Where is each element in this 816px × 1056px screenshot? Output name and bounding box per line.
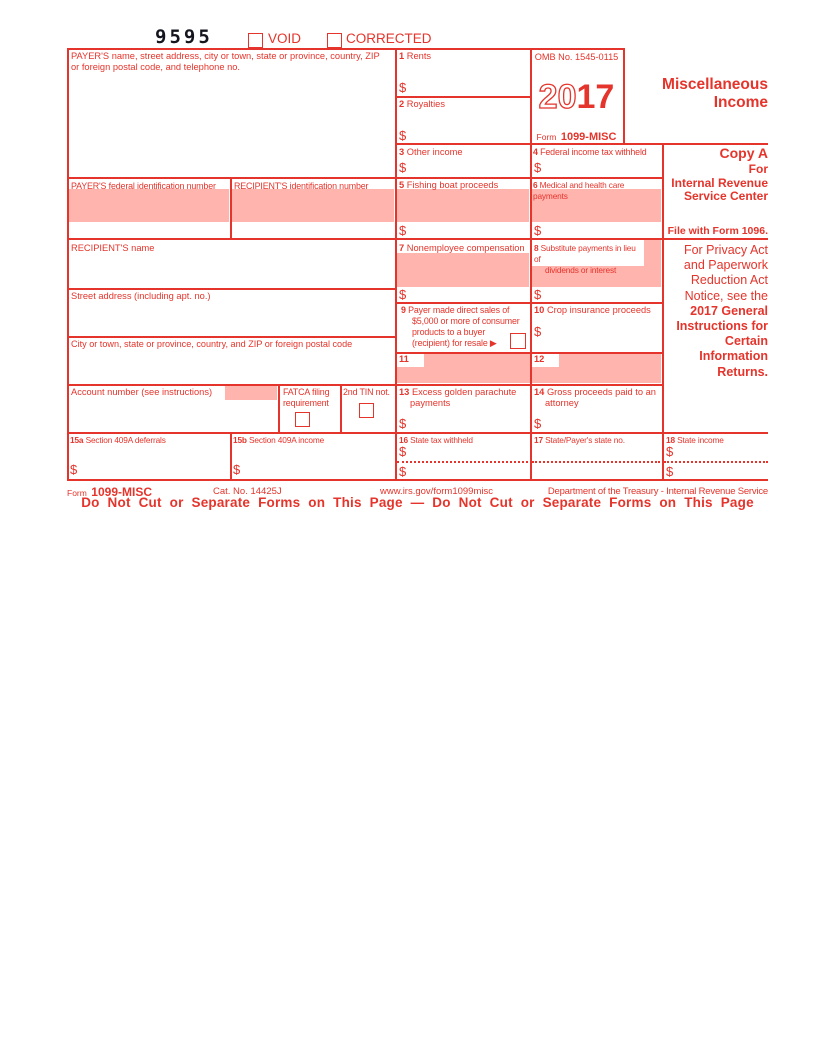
box13-dollar: $ (399, 416, 407, 431)
fatca-label-line1: FATCA filing (283, 387, 330, 397)
catalog-number: Cat. No. 14425J (213, 486, 282, 497)
privacy-bold-line5: Returns. (717, 364, 768, 379)
fatca-label (283, 387, 329, 409)
box14-text2: attorney (545, 398, 579, 408)
void-label: VOID (268, 31, 302, 46)
privacy-bold-line4: Information (699, 349, 768, 364)
form-number: 1099-MISC (560, 131, 617, 143)
box15a-dollar: $ (70, 462, 78, 477)
divider-account-fatca (278, 384, 280, 432)
irs-url: www.irs.gov/form1099misc (380, 486, 493, 497)
footer-form-id: 1099-MISC (91, 485, 152, 499)
box5-text: Fishing boat proceeds (406, 180, 499, 190)
privacy-line2: and Paperwork (683, 258, 768, 273)
do-not-cut-warning: Do Not Cut or Separate Forms on This Page — Do Not Cut or Separate Forms on This Page (81, 495, 754, 510)
box14-dollar: $ (534, 416, 542, 431)
copy-a-destination (671, 163, 768, 204)
box9-text4: (recipient) for resale ▶ (412, 338, 497, 348)
box8-line1 (534, 243, 644, 265)
divider-15a-15b (230, 432, 232, 479)
box1-number: 1 (399, 51, 405, 61)
box11-12-field[interactable] (396, 353, 661, 383)
tax-year (530, 72, 623, 122)
tax-year-outline: 20 (538, 78, 577, 116)
box16-dollar-1: $ (399, 444, 407, 459)
payer-info-label: PAYER'S name, street address, city or town, state or province, country, ZIP or foreign postal code, and telephone no. (71, 51, 380, 72)
box6-dollar: $ (534, 223, 542, 238)
box17-number: 17 (534, 435, 543, 445)
box1-text: Rents (406, 51, 432, 61)
box17-label (534, 435, 625, 446)
box7-label (399, 243, 525, 254)
box12-number: 12 (534, 354, 545, 364)
box9-text3: products to a buyer (412, 327, 486, 337)
destination-line1: For (748, 162, 768, 176)
border-box7-box9 (395, 302, 662, 304)
box10-dollar: $ (534, 324, 542, 339)
treasury-attribution: Department of the Treasury - Internal Revenue Service (547, 486, 768, 497)
box9-line1 (401, 305, 521, 316)
fatca-checkbox[interactable] (295, 412, 310, 427)
box4-number: 4 (533, 147, 538, 157)
form-word: Form (536, 132, 557, 142)
box13-text1: Excess golden parachute (411, 387, 517, 397)
box8-label (534, 243, 644, 276)
omb-number: OMB No. 1545-0115 (534, 52, 619, 62)
tax-year-bold: 17 (576, 78, 615, 116)
privacy-act-note (676, 243, 768, 380)
box2-number: 2 (399, 99, 405, 109)
border-city-account (67, 384, 663, 386)
box14-label (534, 387, 659, 409)
box14-text1: Gross proceeds paid to an (546, 387, 656, 397)
box2-label (399, 99, 445, 110)
form-title-line1: Miscellaneous (662, 76, 768, 93)
box9-checkbox[interactable] (510, 333, 526, 349)
recipient-tin-label: RECIPIENT'S identification number (234, 181, 369, 191)
destination-line3: Service Center (683, 189, 768, 203)
border-omb-right (623, 48, 625, 143)
scan-code: 9595 (155, 26, 213, 48)
box6-text: Medical and health care payments (533, 180, 625, 201)
form-title (662, 76, 768, 111)
box1-label (399, 51, 431, 62)
box4-text: Federal income tax withheld (540, 147, 647, 157)
box6-number: 6 (533, 180, 538, 190)
border-name-street (67, 288, 396, 290)
divider-tin (230, 177, 232, 238)
box15b-label (233, 435, 324, 446)
box13-number: 13 (399, 387, 410, 397)
border-top (67, 48, 624, 50)
box13-label (399, 387, 524, 409)
form-title-line2: Income (713, 93, 768, 111)
divider-middle (395, 48, 397, 479)
void-checkbox[interactable] (248, 33, 263, 48)
box14-number: 14 (534, 387, 545, 397)
city-label: City or town, state or province, country, and ZIP or foreign postal code (71, 339, 353, 349)
box7-text: Nonemployee compensation (406, 243, 525, 253)
second-tin-label: 2nd TIN not. (343, 387, 390, 397)
border-payer-tin-row (67, 177, 663, 179)
corrected-checkbox[interactable] (327, 33, 342, 48)
footer-form-word: Form (67, 488, 87, 498)
box7-dollar: $ (399, 287, 407, 302)
box8-text1: Substitute payments in lieu of (534, 243, 636, 264)
box8-dollar: $ (534, 287, 542, 302)
box10-number: 10 (534, 305, 545, 315)
box8-text2: dividends or interest (545, 265, 617, 275)
divider-fatca-tin (340, 384, 342, 432)
box16-label (399, 435, 473, 446)
box3-number: 3 (399, 147, 405, 157)
fatca-label-line2: requirement (283, 398, 329, 408)
border-bottom (67, 479, 768, 481)
dotted-line-box18 (664, 461, 768, 463)
box9-number: 9 (401, 305, 406, 315)
box5-number: 5 (399, 180, 405, 190)
form-number-block (530, 127, 623, 145)
box7-number: 7 (399, 243, 405, 253)
box2-text: Royalties (406, 99, 446, 109)
box6-label (533, 180, 661, 202)
box18-dollar-2: $ (666, 464, 674, 479)
recipient-tin-field[interactable] (231, 189, 394, 222)
border-street-city (67, 336, 396, 338)
box4-dollar: $ (534, 160, 542, 175)
copy-a-label: Copy A (719, 145, 768, 161)
box1-dollar: $ (399, 80, 407, 95)
box18-label (666, 435, 724, 446)
box9-text1: Payer made direct sales of (408, 305, 510, 315)
box8-number: 8 (534, 243, 539, 253)
privacy-bold-line3: Certain (724, 334, 768, 349)
box13-text2: payments (410, 398, 451, 408)
box14-line1 (534, 387, 659, 398)
box15b-dollar: $ (233, 462, 241, 477)
street-address-label: Street address (including apt. no.) (71, 291, 211, 301)
border-box9-box11 (395, 352, 662, 354)
box16-dollar-2: $ (399, 464, 407, 479)
dotted-line-box17 (532, 461, 660, 463)
box9-text2: $5,000 or more of consumer (412, 316, 520, 326)
box7-amount-field[interactable] (396, 253, 529, 287)
box15b-text: Section 409A income (249, 435, 325, 445)
box4-label (533, 147, 660, 158)
border-main-right (662, 143, 664, 479)
box10-label (534, 305, 651, 316)
recipient-name-label: RECIPIENT'S name (71, 243, 155, 253)
dotted-line-box16 (397, 461, 528, 463)
box15a-label (70, 435, 166, 446)
box5-dollar: $ (399, 223, 407, 238)
privacy-line3: Reduction Act (690, 273, 768, 288)
border-box1-box2 (395, 96, 531, 98)
destination-line2: Internal Revenue (671, 175, 768, 190)
file-with-note: File with Form 1096. (667, 225, 768, 237)
box18-dollar-1: $ (666, 444, 674, 459)
box15a-number: 15a (70, 435, 84, 445)
box2-dollar: $ (399, 128, 407, 143)
privacy-line1: For Privacy Act (683, 243, 768, 257)
box3-text: Other income (406, 147, 463, 157)
box11-number: 11 (399, 354, 409, 364)
second-tin-checkbox[interactable] (359, 403, 374, 418)
box16-text: State tax withheld (410, 435, 473, 445)
payer-tin-field[interactable] (68, 189, 229, 222)
border-left (67, 48, 69, 479)
account-number-field[interactable] (225, 385, 277, 400)
box15b-number: 15b (233, 435, 247, 445)
account-number-label: Account number (see instructions) (71, 387, 213, 397)
box3-label (399, 147, 463, 158)
box10-text: Crop insurance proceeds (546, 305, 651, 315)
box5-label (399, 180, 498, 191)
box9-label (401, 305, 521, 349)
box16-number: 16 (399, 435, 408, 445)
privacy-line4: Notice, see the (684, 288, 768, 303)
box18-number: 18 (666, 435, 675, 445)
box13-line1 (399, 387, 524, 398)
box17-text: State/Payer's state no. (545, 435, 625, 445)
privacy-bold-line1: 2017 General (690, 303, 768, 318)
box15a-text: Section 409A deferrals (85, 435, 166, 445)
box3-dollar: $ (399, 160, 407, 175)
box5-amount-field[interactable] (396, 189, 529, 222)
box18-text: State income (677, 435, 724, 445)
corrected-label: CORRECTED (346, 31, 432, 46)
privacy-bold-line2: Instructions for (676, 319, 768, 334)
payer-tin-label: PAYER'S federal identification number (71, 181, 216, 191)
